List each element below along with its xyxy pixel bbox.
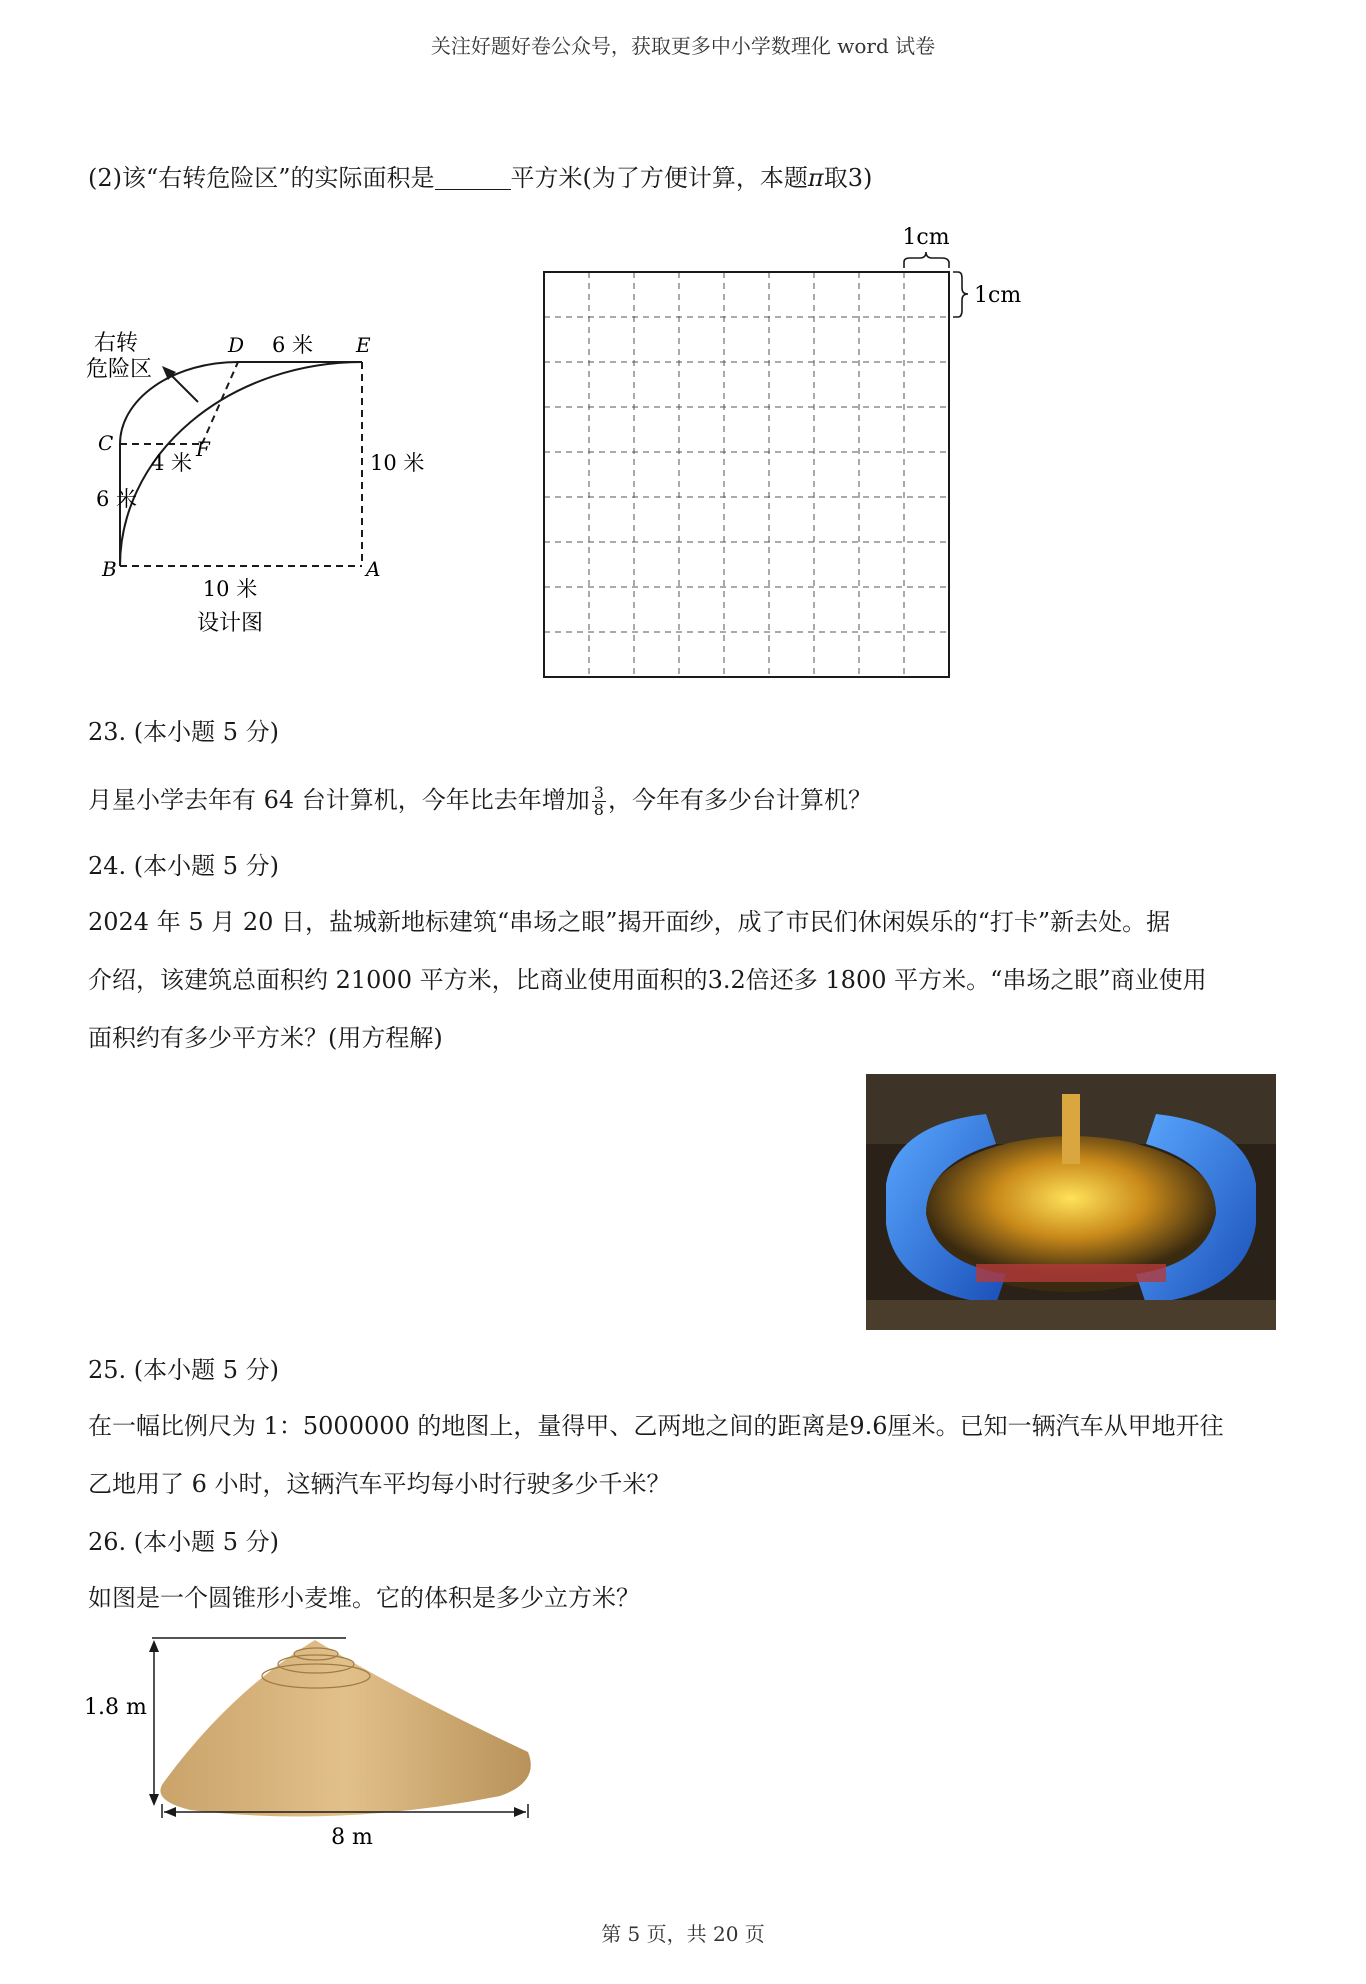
grid-figure: [540, 224, 1060, 684]
label-point-c: C: [98, 431, 114, 455]
grid-border: [544, 272, 949, 677]
label-ea-length: 10 米: [370, 451, 425, 475]
height-label: 1.8 m: [84, 1695, 147, 1720]
q23-text-after: ，今年有多少台计算机？: [607, 786, 872, 814]
q22-part2-suffix2: 取3): [823, 164, 873, 192]
figure-caption: 设计图: [196, 611, 264, 636]
q23-heading: 23. (本小题 5 分): [88, 718, 280, 746]
label-point-f: F: [196, 437, 210, 461]
side-unit-label: 1cm: [974, 283, 1022, 308]
height-arrow-top-icon: [149, 1640, 159, 1652]
page-footer: 第 5 页，共 20 页: [601, 1922, 765, 1946]
fraction-denominator: 8: [593, 800, 604, 819]
label-point-a: A: [366, 557, 381, 581]
q22-part2: [88, 160, 872, 196]
diameter-arrow-left-icon: [164, 1807, 176, 1817]
page-header: 关注好题好卷公众号，获取更多中小学数理化 word 试卷: [430, 34, 936, 58]
q24-heading: 24. (本小题 5 分): [88, 852, 280, 880]
q25-line2: 乙地用了 6 小时，这辆汽车平均每小时行驶多少千米？: [88, 1470, 671, 1498]
q22-part2-suffix: 平方米(为了方便计算，本题: [510, 164, 808, 192]
q25-heading: 25. (本小题 5 分): [88, 1356, 280, 1384]
q26-heading: 26. (本小题 5 分): [88, 1528, 280, 1556]
cone-figure: [80, 1632, 540, 1862]
label-point-d: D: [228, 333, 245, 357]
segment-fd: [202, 362, 238, 444]
side-brace-icon: [953, 272, 968, 317]
top-brace-icon: [904, 252, 949, 268]
danger-zone-label-line1: 右转: [94, 331, 139, 356]
design-figure: [80, 320, 460, 650]
top-unit-label: 1cm: [902, 225, 950, 250]
label-point-b: B: [102, 557, 117, 581]
pi-symbol: π: [807, 164, 824, 192]
q24-line2: 介绍，该建筑总面积约 21000 平方米，比商业使用面积的3.2倍还多 1800 平方米。“串场之眼”商业使用: [88, 966, 1207, 994]
q23-text: [88, 782, 872, 818]
q23-text-before: 月星小学去年有 64 台计算机，今年比去年增加: [88, 786, 590, 814]
grid-dashed-lines: [544, 272, 949, 677]
q26-line1: 如图是一个圆锥形小麦堆。它的体积是多少立方米？: [88, 1584, 640, 1612]
q25-line1: 在一幅比例尺为 1：5000000 的地图上，量得甲、乙两地之间的距离是9.6厘米。已知一辆汽车从甲地开往: [88, 1412, 1224, 1440]
q24-line1: 2024 年 5 月 20 日，盐城新地标建筑“串场之眼”揭开面纱，成了市民们休闲娱乐的“打卡”新去处。据: [88, 908, 1171, 936]
diameter-label: 8 m: [331, 1825, 373, 1850]
q22-part2-prefix: (2)该“右转危险区”的实际面积是: [88, 164, 435, 192]
answer-blank[interactable]: [435, 165, 511, 190]
diameter-arrow-right-icon: [514, 1807, 526, 1817]
label-point-e: E: [356, 333, 371, 357]
danger-zone-label-line2: 危险区: [86, 357, 153, 382]
label-cf-length: 4 米: [150, 451, 192, 475]
building-photo: [866, 1074, 1276, 1330]
label-bc-length: 6 米: [96, 487, 138, 511]
label-de-length: 6 米: [272, 333, 314, 357]
fraction-numerator: 3: [593, 783, 604, 802]
height-arrow-bottom-icon: [149, 1794, 159, 1806]
label-ba-length: 10 米: [202, 577, 258, 601]
fraction: [592, 785, 606, 818]
q24-line3: 面积约有多少平方米？(用方程解): [88, 1024, 443, 1052]
